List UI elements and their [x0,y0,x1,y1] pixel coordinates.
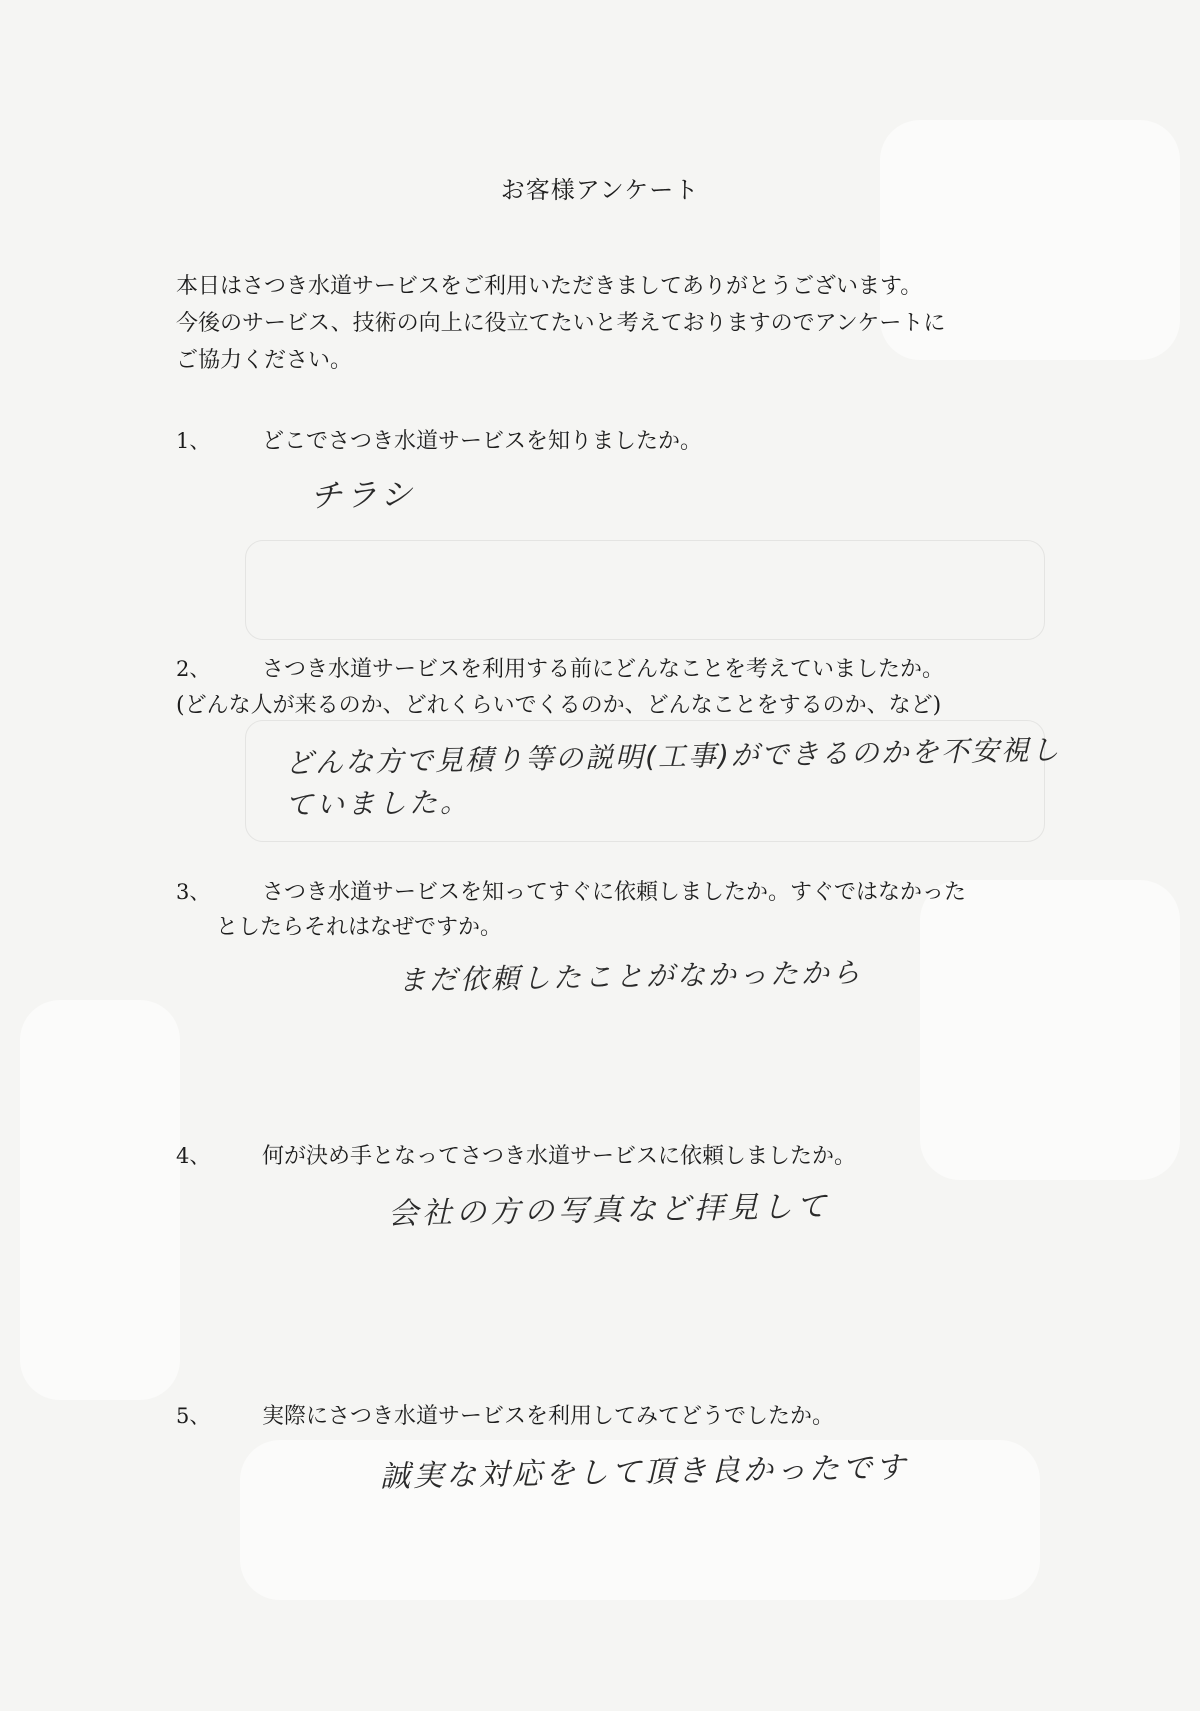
whiteout-smudge [20,1000,180,1400]
survey-title: お客様アンケート [500,176,700,204]
question-2-answer-line2: ていました。 [284,785,472,822]
intro-line: ご協力ください。 [176,348,353,373]
question-4-text: 何が決め手となってさつき水道サービスに依頼しましたか。 [262,1144,857,1169]
intro-line: 本日はさつき水道サービスをご利用いただきましてありがとうございます。 [176,274,923,299]
intro-line: 今後のサービス、技術の向上に役立てたいと考えておりますのでアンケートに [176,311,946,336]
faint-answer-box [245,540,1045,640]
question-3-text: さつき水道サービスを知ってすぐに依頼しましたか。すぐではなかった [262,880,967,905]
question-2-number: 2、 [176,657,211,681]
question-2-subtext: (どんな人が来るのか、どれくらいでくるのか、どんなことをするのか、など) [176,693,942,718]
question-1-answer: チラシ [309,475,416,515]
question-5-text: 実際にさつき水道サービスを利用してみてどうでしたか。 [262,1404,835,1429]
whiteout-smudge [920,880,1180,1180]
question-3-subtext: としたらそれはなぜですか。 [216,915,503,940]
question-4-answer: 会社の方の写真など拝見して [387,1189,831,1232]
question-5-number: 5、 [176,1404,211,1428]
question-1-number: 1、 [176,429,211,453]
question-2-text: さつき水道サービスを利用する前にどんなことを考えていましたか。 [262,657,945,682]
question-5-answer: 誠実な対応をして頂き良かったです [379,1450,909,1495]
question-3-answer: まだ依頼したことがなかったから [397,955,864,998]
question-1-text: どこでさつき水道サービスを知りましたか。 [262,429,703,454]
question-3-number: 3、 [176,880,211,904]
question-2-answer: どんな方で見積り等の説明(工事)ができるのかを不安視し [284,733,1062,780]
survey-intro [176,268,1076,379]
question-4-number: 4、 [176,1144,211,1168]
